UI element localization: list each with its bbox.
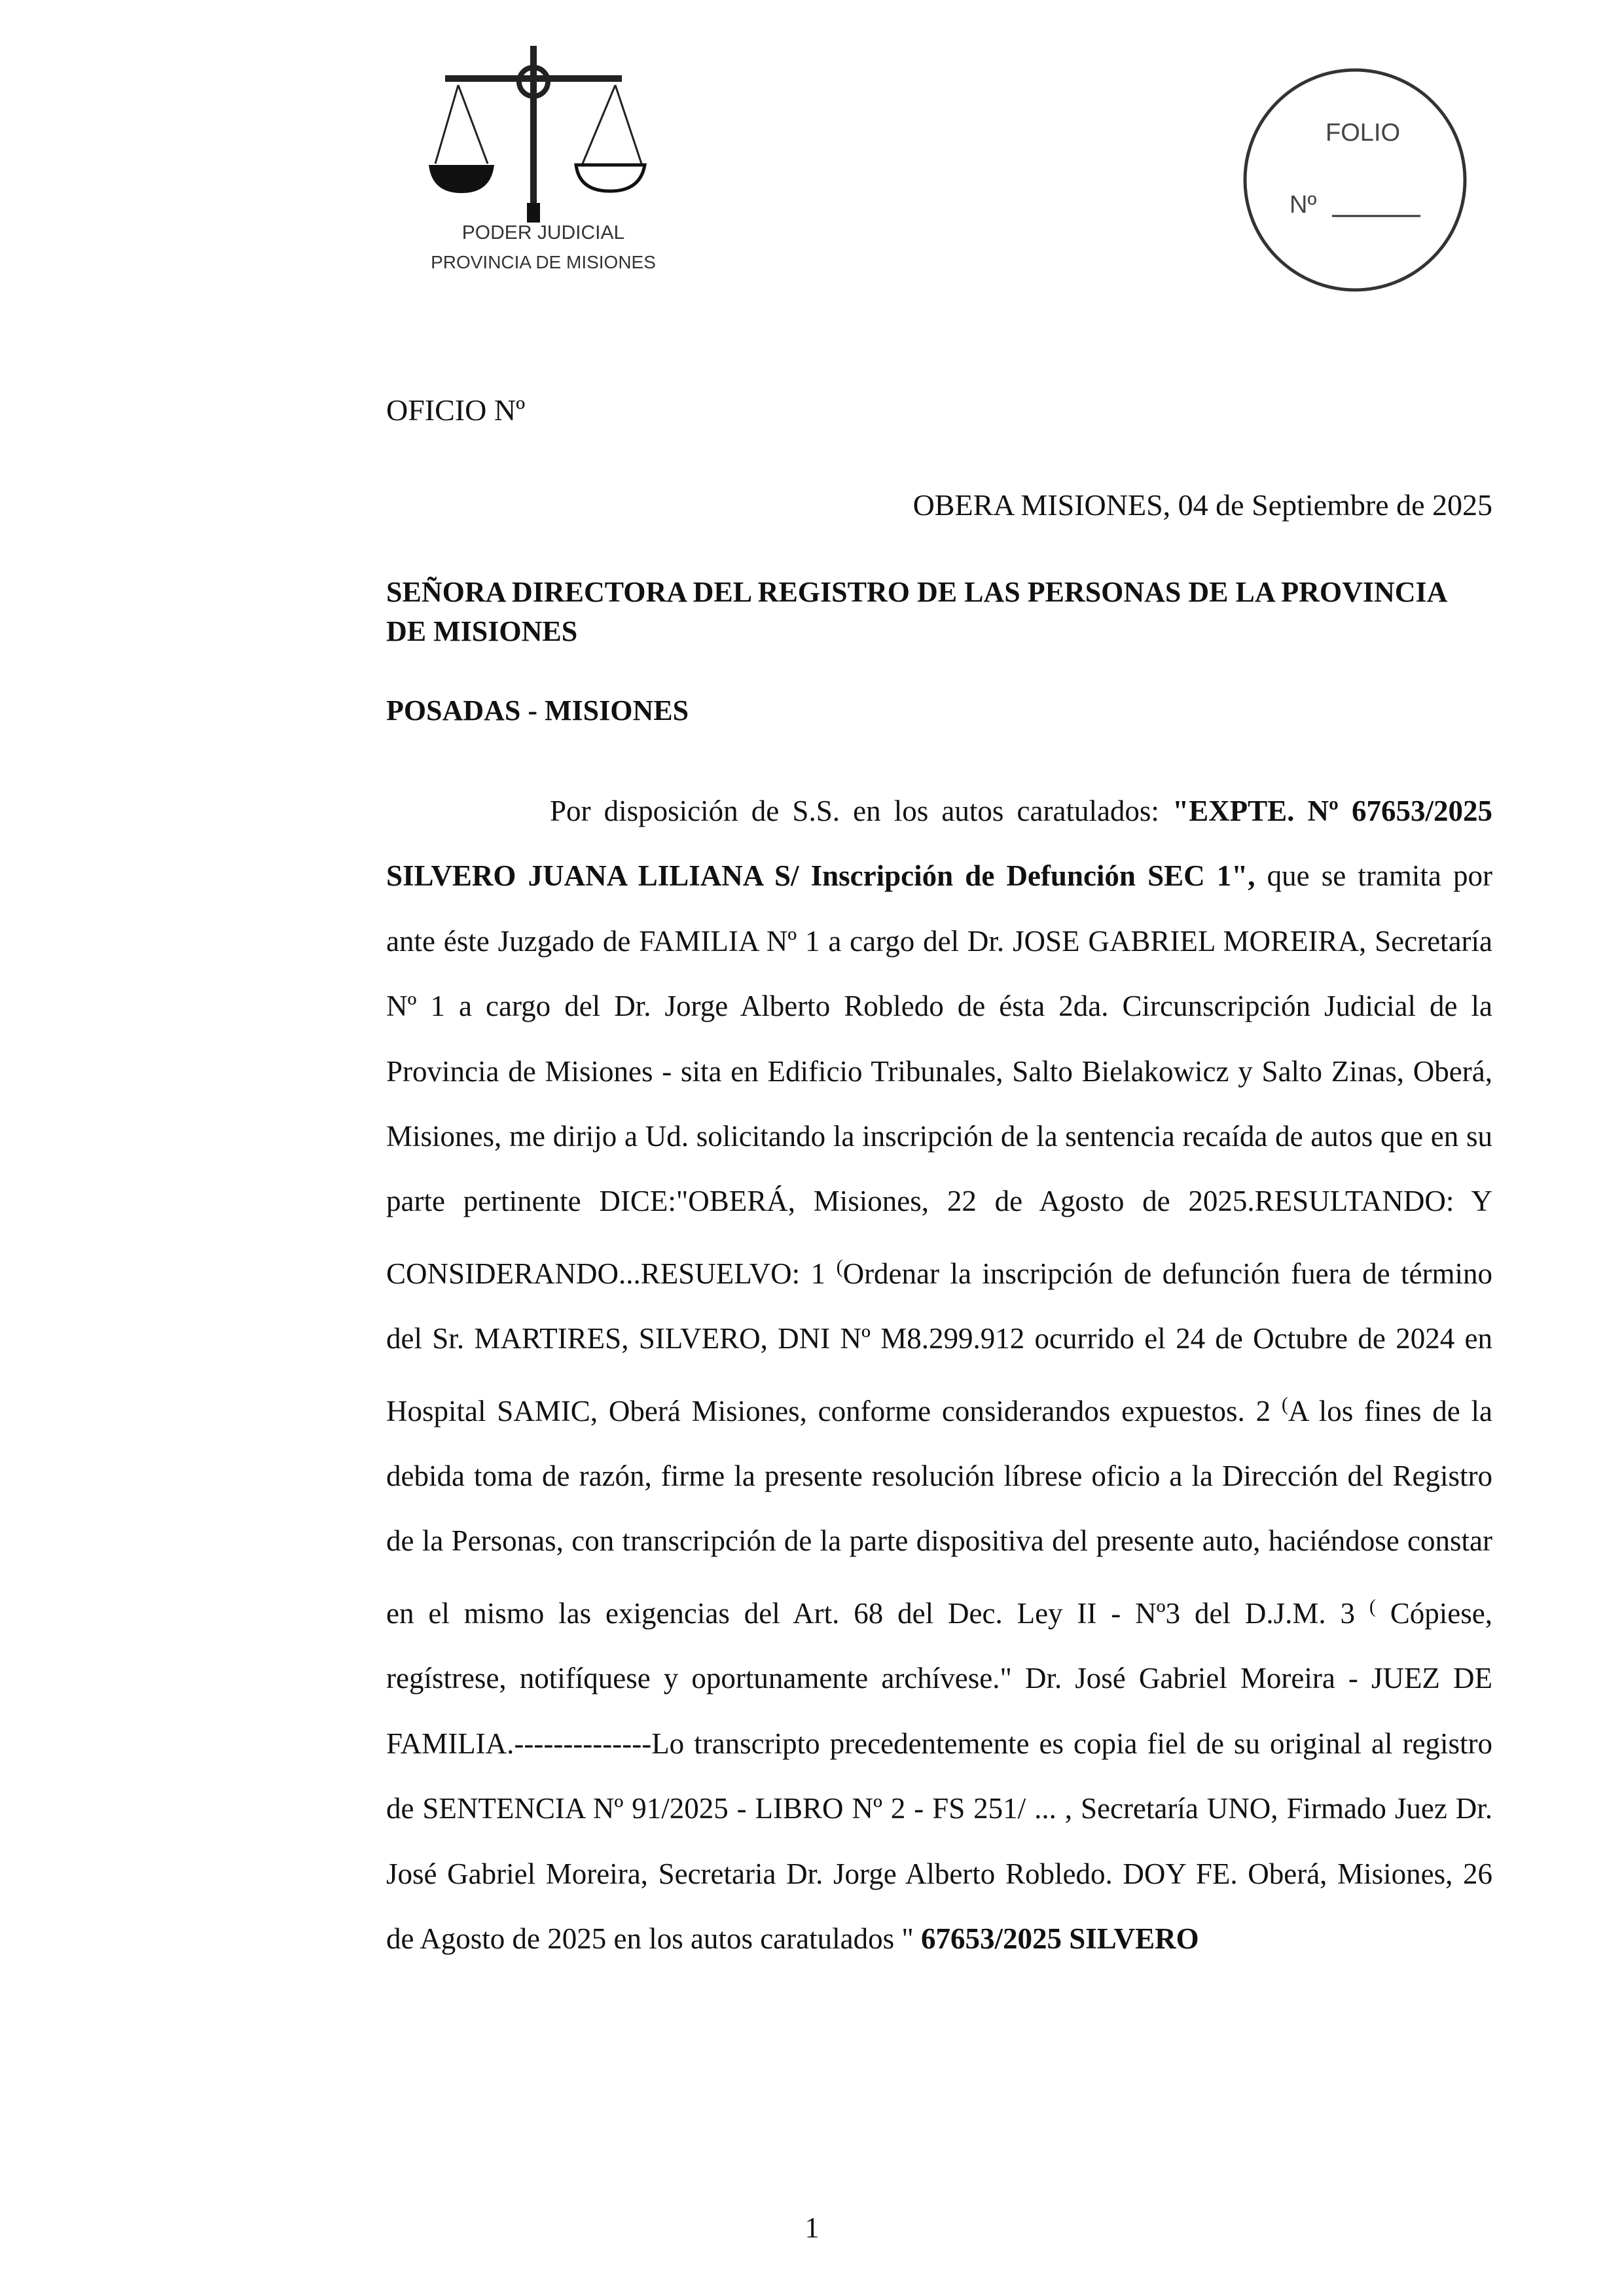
scales-of-justice-icon	[393, 39, 694, 295]
body-part3: A los fines de la debida toma de razón, firme la presente resolución líbrese oficio a la Dirección del Registro de la Personas, con transcripción de la parte dispositiva del presente auto, haciéndose constar en el mismo las exigencias del Art. 68 del Dec. Ley II - Nº3 del D.J.M. 3	[386, 1394, 1493, 1630]
resolution-mark-1: (	[836, 1255, 843, 1278]
resolution-mark-2: (	[1281, 1393, 1288, 1415]
folio-stamp	[1240, 65, 1470, 295]
page-number: 1	[804, 2212, 820, 2244]
date-line: OBERA MISIONES, 04 de Septiembre de 2025	[912, 488, 1492, 522]
letter-body	[386, 779, 1492, 1971]
oficio-label: OFICIO Nº	[386, 393, 526, 427]
case-title: "EXPTE. Nº 67653/2025 SILVERO JUANA LILIANA S/ Inscripción de Defunción SEC 1",	[386, 795, 1493, 893]
body-part1: que se tramita por ante éste Juzgado de FAMILIA Nº 1 a cargo del Dr. JOSE GABRIEL MOREIRA, Secretaría Nº 1 a cargo del Dr. Jorge Alberto Robledo de ésta 2da. Circunscripción Judicial de la Provincia de Misiones - sita en Edificio Tribunales, Salto Bielakowicz y Salto Zinas, Oberá, Misiones, me dirijo a Ud. solicitando la inscripción de la sentencia recaída de autos que en su parte pertinente DICE:"OBERÁ, Misiones, 22 de Agosto de 2025.RESULTANDO: Y CONSIDERANDO...RESUELVO: 1	[386, 859, 1492, 1290]
body-part2: Ordenar la inscripción de defunción fuera de término del Sr. MARTIRES, SILVERO, DNI Nº M8.299.912 ocurrido el 24 de Octubre de 2024 en Hospital SAMIC, Oberá Misiones, conforme considerandos expuestos. 2	[386, 1257, 1492, 1427]
city-line: POSADAS - MISIONES	[386, 694, 689, 726]
folio-label: FOLIO	[1326, 119, 1401, 147]
body-intro: Por disposición de S.S. en los autos caratulados:	[550, 795, 1173, 827]
folio-number-label: Nº	[1290, 191, 1317, 219]
judicial-seal-logo	[393, 39, 694, 295]
resolution-mark-3: (	[1369, 1595, 1376, 1617]
body-part4: Cópiese, regístrese, notifíquese y oportunamente archívese." Dr. José Gabriel Moreira - JUEZ DE FAMILIA.--------------Lo transcripto precedentemente es copia fiel de su original al registro de SENTENCIA Nº 91/2025 - LIBRO Nº 2 - FS 251/ ... , Secretaría UNO, Firmado Juez Dr. José Gabriel Moreira, Secretaria Dr. Jorge Alberto Robledo. DOY FE. Oberá, Misiones, 26 de Agosto de 2025 en los autos caratulados "	[386, 1596, 1492, 1955]
addressee: SEÑORA DIRECTORA DEL REGISTRO DE LAS PERSONAS DE LA PROVINCIA DE MISIONES	[386, 576, 1447, 647]
seal-line1: PODER JUDICIAL	[461, 222, 625, 243]
seal-line2: PROVINCIA DE MISIONES	[431, 252, 656, 272]
closing-bold: 67653/2025 SILVERO	[920, 1922, 1199, 1955]
